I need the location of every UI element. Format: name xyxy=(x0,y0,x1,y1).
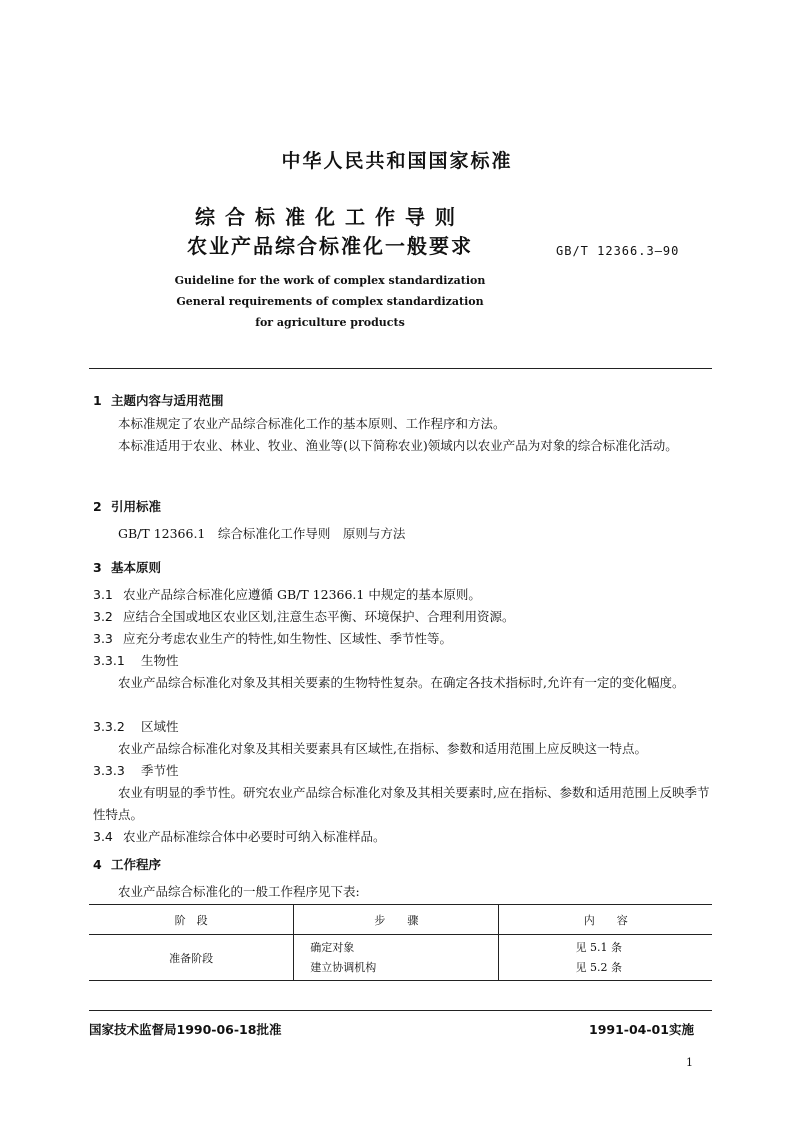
section-2-title: 引用标准 xyxy=(111,499,162,514)
clause-3-3-3-heading xyxy=(93,760,713,782)
clause-3-3-1-number: 3.3.1 xyxy=(93,653,125,668)
table-header-stage: 阶 段 xyxy=(89,905,294,935)
clause-3-1 xyxy=(93,584,713,606)
clause-3-3-text: 应充分考虑农业生产的特性,如生物性、区域性、季节性等。 xyxy=(123,631,452,646)
clause-3-3-2-text: 农业产品综合标准化对象及其相关要素具有区域性,在指标、参数和适用范围上应反映这一特点。 xyxy=(118,741,647,756)
clause-3-4 xyxy=(93,826,713,848)
section-1-heading xyxy=(93,391,224,409)
section-3-heading xyxy=(93,558,161,576)
work-procedure-table xyxy=(89,904,712,981)
section-2-number: 2 xyxy=(93,499,102,514)
table-row xyxy=(89,935,712,981)
standard-title-en-line1: Guideline for the work of complex standardization xyxy=(174,274,486,287)
page-number: 1 xyxy=(686,1056,693,1069)
clause-3-3-3-text: 农业有明显的季节性。研究农业产品综合标准化对象及其相关要素时,应在指标、参数和适用范围上反映季节性特点。 xyxy=(93,785,710,822)
clause-3-2-number: 3.2 xyxy=(93,609,113,624)
clause-3-2-text: 应结合全国或地区农业区划,注意生态平衡、环境保护、合理利用资源。 xyxy=(123,609,515,624)
section-2-reference: GB/T 12366.1 综合标准化工作导则 原则与方法 xyxy=(118,526,406,541)
standard-title-en-line3: for agriculture products xyxy=(255,316,405,329)
national-standard-title: 中华人民共和国国家标准 xyxy=(281,150,513,172)
section-2-heading xyxy=(93,497,161,515)
clause-3-3-1-text: 农业产品综合标准化对象及其相关要素的生物特性复杂。在确定各技术指标时,允许有一定的变化幅度。 xyxy=(118,675,685,690)
section-4-heading xyxy=(93,855,161,873)
table-cell-stage: 准备阶段 xyxy=(89,935,294,981)
table-cell-steps xyxy=(294,935,499,981)
clause-3-1-text: 农业产品综合标准化应遵循 GB/T 12366.1 中规定的基本原则。 xyxy=(123,587,481,602)
section-4-number: 4 xyxy=(93,857,102,872)
clause-3-3-2-number: 3.3.2 xyxy=(93,719,125,734)
clause-3-2 xyxy=(93,606,713,628)
header-divider xyxy=(89,368,712,369)
clause-3-3-1-heading xyxy=(93,650,713,672)
clause-3-4-text: 农业产品标准综合体中必要时可纳入标准样品。 xyxy=(123,829,386,844)
section-4-intro: 农业产品综合标准化的一般工作程序见下表: xyxy=(118,884,360,899)
clause-3-3-2-title: 区域性 xyxy=(141,719,179,734)
section-1-title: 主题内容与适用范围 xyxy=(111,393,224,408)
section-3-title: 基本原则 xyxy=(111,560,162,575)
effective-date: 1991-04-01实施 xyxy=(589,1022,694,1037)
clause-3-3 xyxy=(93,628,713,650)
clause-3-3-1-title: 生物性 xyxy=(141,653,179,668)
standard-title-en-line2: General requirements of complex standardization xyxy=(176,295,484,308)
standard-title-cn-line2: 农业产品综合标准化一般要求 xyxy=(187,234,473,258)
clause-3-4-number: 3.4 xyxy=(93,829,113,844)
table-step-2: 建立协调机构 xyxy=(310,960,377,974)
table-cell-contents xyxy=(499,935,712,981)
standard-title-cn-line1: 综合标准化工作导则 xyxy=(195,205,465,229)
table-content-1: 见 5.1 条 xyxy=(575,940,622,954)
table-step-1: 确定对象 xyxy=(310,940,355,954)
standard-code: GB/T 12366.3—90 xyxy=(556,244,680,258)
table-header-row xyxy=(89,905,712,935)
clause-3-1-number: 3.1 xyxy=(93,587,113,602)
table-content-2: 见 5.2 条 xyxy=(575,960,622,974)
section-1-para-1: 本标准规定了农业产品综合标准化工作的基本原则、工作程序和方法。 xyxy=(118,416,506,431)
table-header-steps: 步 骤 xyxy=(294,905,499,935)
footer-divider xyxy=(89,1010,712,1011)
table-header-contents: 内 容 xyxy=(583,913,628,927)
clause-3-3-2-heading xyxy=(93,716,713,738)
section-1-number: 1 xyxy=(93,393,102,408)
clause-3-3-3-title: 季节性 xyxy=(141,763,179,778)
clause-3-3-number: 3.3 xyxy=(93,631,113,646)
section-1-para-2: 本标准适用于农业、林业、牧业、渔业等(以下简称农业)领域内以农业产品为对象的综合标准化活动。 xyxy=(118,438,678,453)
approval-date: 国家技术监督局1990-06-18批准 xyxy=(89,1022,282,1037)
section-4-title: 工作程序 xyxy=(111,857,162,872)
clause-3-3-3-number: 3.3.3 xyxy=(93,763,125,778)
section-3-number: 3 xyxy=(93,560,102,575)
